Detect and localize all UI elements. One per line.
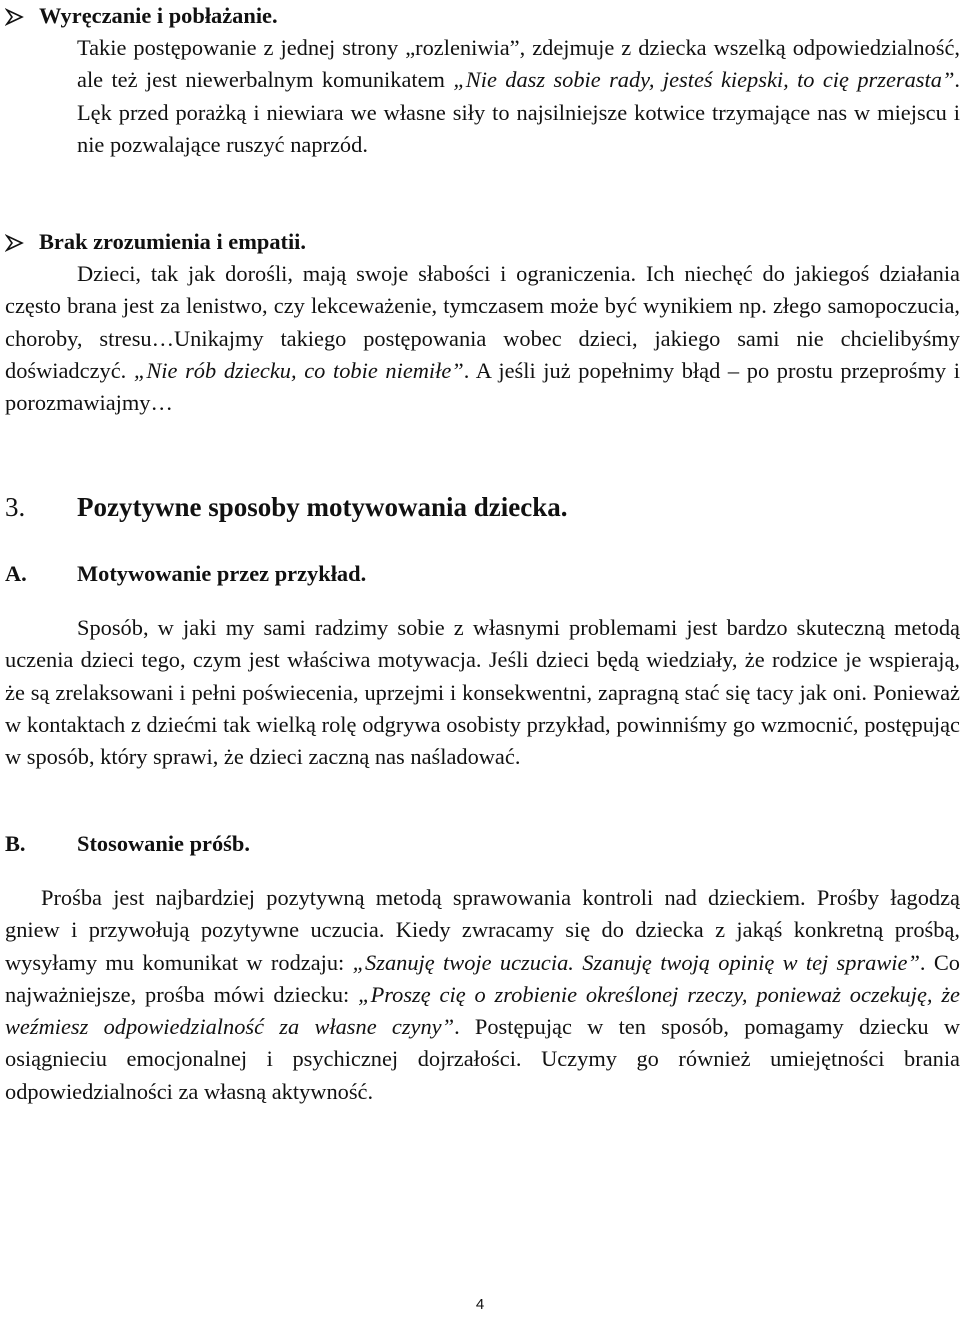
bullet-2-text-part2: . A jeśli już popełnimy błąd – po prostu przeprośmy i porozmawiajmy… — [5, 357, 960, 416]
subsection-letter-a: A. — [5, 561, 27, 586]
bullet-heading-1-text: Wyręczanie i pobłażanie. — [39, 3, 278, 28]
subsection-title-a: Motywowanie przez przykład. — [77, 561, 367, 586]
arrow-bullet-icon — [5, 0, 39, 32]
page-number: 4 — [475, 1296, 485, 1313]
subsection-paragraph-b — [5, 882, 960, 1108]
bullet-1-text-part1: Takie postępowanie z jednej strony „rozleniwia”, zdejmuje z dziecka wszelką odpowiedzialność, ale też jest niewerbalnym komunikatem — [77, 35, 960, 93]
subsection-heading-a — [5, 558, 366, 590]
section-title: Pozytywne sposoby motywowania dziecka. — [77, 492, 568, 522]
bullet-1-italic-quote: „Nie dasz sobie rady, jesteś kiepski, to cię przerasta” — [453, 67, 955, 93]
bullet-paragraph-2 — [5, 258, 960, 419]
bullet-2-italic-quote: „Nie rób dziecku, co tobie niemiłe” — [133, 357, 464, 383]
section-heading — [5, 490, 568, 524]
subsection-b-text-part1: Prośba jest najbardziej pozytywną metodą sprawowania kontroli nad dzieckiem. Prośby łagodzą gniew i przywołują pozytywne uczucia. Kiedy zwracamy się do dziecka z jakąś konkretną prośbą, wysyłamy mu komunikat w rodzaju: — [5, 885, 960, 975]
bullet-paragraph-1 — [5, 32, 960, 161]
subsection-b-italic-quote-2: „Proszę cię o zrobienie określonej rzeczy, ponieważ oczekuję, że weźmiesz odpowiedzialność za własne czyny” — [5, 981, 960, 1040]
subsection-b-text-part2: . Co najważniejsze, prośba mówi dziecku: — [5, 949, 960, 1007]
subsection-paragraph-a — [5, 612, 960, 773]
subsection-heading-b — [5, 828, 250, 860]
bullet-1-text-part2: . Lęk przed porażką i niewiara we własne siły to najsilniejsze kotwice trzymające nas w miejscu i nie pozwalające ruszyć naprzód. — [77, 67, 960, 157]
subsection-b-text-part3: . Postępując w ten sposób, pomagamy dziecku w osiągnieciu emocjonalnej i psychicznej dojrzałości. Uczymy go również umiejętności brania odpowiedzialności za własną aktywność. — [5, 1014, 960, 1104]
section-number: 3. — [5, 492, 26, 522]
bullet-2-text-part1: Dzieci, tak jak dorośli, mają swoje słabości i ograniczenia. Ich niechęć do jakiegoś działania często brana jest za lenistwo, czy lekceważenie, tymczasem może być wynikiem np. złego samopoczucia, choroby, stresu…Unikajmy takiego postępowania wobec dzieci, jakiego sami nie chcielibyśmy doświadczyć. — [5, 261, 960, 383]
bullet-heading-1 — [5, 0, 278, 32]
bullet-heading-2-text: Brak zrozumienia i empatii. — [39, 229, 307, 254]
arrow-bullet-icon — [5, 226, 39, 258]
subsection-letter-b: B. — [5, 831, 26, 856]
subsection-a-text: Sposób, w jaki my sami radzimy sobie z własnymi problemami jest bardzo skuteczną metodą uczenia dzieci tego, czym jest właściwa motywacja. Jeśli dzieci będą wiedziały, że rodzice je wspierają, że są zrelaksowani i pełni poświecenia, uprzejmi i konsekwentni, zapragną stać się tacy jak oni. Ponieważ w kontaktach z dziećmi tak wielką rolę odgrywa osobisty przykład, powinniśmy go wzmocnić, postępując w sposób, który sprawi, że dzieci zaczną nas naśladować. — [5, 615, 960, 770]
subsection-title-b: Stosowanie próśb. — [77, 831, 250, 856]
bullet-heading-2 — [5, 226, 306, 258]
subsection-b-italic-quote-1: „Szanuję twoje uczucia. Szanuję twoją opinię w tej sprawie” — [352, 949, 920, 975]
